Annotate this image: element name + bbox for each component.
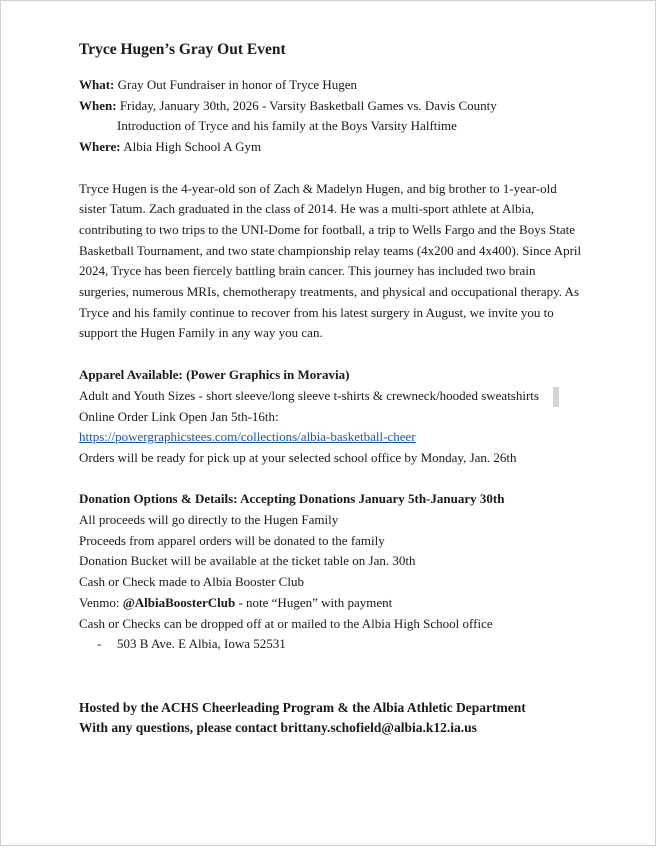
where-line xyxy=(79,137,599,158)
story-line: 2024, Tryce has been fiercely battling brain cancer. This journey has included two brain xyxy=(79,263,536,279)
donation-item: All proceeds will go directly to the Hugen Family xyxy=(79,512,339,528)
contact-line: With any questions, please contact brittany.schofield@albia.k12.ia.us xyxy=(79,720,477,736)
story-line: support the Hugen Family in any way you can. xyxy=(79,325,323,341)
when-value: Friday, January 30th, 2026 - Varsity Basketball Games vs. Davis County xyxy=(119,97,497,113)
story-paragraph xyxy=(79,179,599,345)
what-label: What: xyxy=(79,77,115,92)
donation-item: Cash or Check made to Albia Booster Club xyxy=(79,574,304,590)
story-line: contributing to two trips to the UNI-Dome for football, a trip to Wells Fargo and the Boys State xyxy=(79,221,576,237)
venmo-note: - note “Hugen” with payment xyxy=(238,594,393,610)
text-cursor xyxy=(553,387,559,407)
pickup-line: Orders will be ready for pick up at your selected school office by Monday, Jan. 26th xyxy=(79,449,517,465)
story-line: Tryce Hugen is the 4-year-old son of Zach & Madelyn Hugen, and big brother to 1-year-old xyxy=(79,180,557,196)
apparel-vendor: (Power Graphics in Moravia) xyxy=(186,366,350,382)
address: 503 B Ave. E Albia, Iowa 52531 xyxy=(117,636,286,652)
order-link-line xyxy=(79,427,599,448)
venmo-label: Venmo: xyxy=(79,594,120,610)
document-body xyxy=(79,39,599,739)
story-line: surgeries, numerous MRIs, chemotherapy treatments, and physical and occupational therapy. As xyxy=(79,284,580,300)
donation-heading-text: Donation Options & Details: Accepting Donations January 5th-January 30th xyxy=(79,491,505,507)
mail-line: Cash or Checks can be dropped off at or mailed to the Albia High School office xyxy=(79,615,493,631)
venmo-line xyxy=(79,593,599,614)
story-line: Tryce and his family continue to recover from his latest surgery in August, we invite you to xyxy=(79,304,554,320)
page-title: Tryce Hugen’s Gray Out Event xyxy=(79,41,286,58)
donation-item: Donation Bucket will be available at the ticket table on Jan. 30th xyxy=(79,553,416,569)
apparel-heading xyxy=(79,365,599,386)
where-label: Where: xyxy=(79,139,121,155)
hosted-by: Hosted by the ACHS Cheerleading Program & the Albia Athletic Department xyxy=(79,699,526,715)
when-line xyxy=(79,96,599,117)
story-line: sister Tatum. Zach graduated in the class of 2014. He was a multi-sport athlete at Albia, xyxy=(79,201,535,217)
story-line: Basketball Tournament, and two state championship relay teams (4x200 and 4x400). Since April xyxy=(79,242,582,258)
address-line xyxy=(79,634,599,655)
apparel-sizes: Adult and Youth Sizes - short sleeve/long sleeve t-shirts & crewneck/hooded sweatshirts xyxy=(79,387,539,403)
order-link[interactable]: https://powergraphicstees.com/collections/albia-basketball-cheer xyxy=(79,429,416,445)
what-value: Gray Out Fundraiser in honor of Tryce Hugen xyxy=(117,77,358,92)
what-line xyxy=(79,75,599,96)
venmo-handle: @AlbiaBoosterClub xyxy=(122,594,236,610)
when-label: When: xyxy=(79,97,117,113)
apparel-heading-label: Apparel Available: xyxy=(79,366,183,382)
when-line-2: Introduction of Tryce and his family at the Boys Varsity Halftime xyxy=(117,118,457,134)
list-dash: - xyxy=(97,636,102,652)
where-value: Albia High School A Gym xyxy=(123,139,262,155)
donation-item: Proceeds from apparel orders will be donated to the family xyxy=(79,532,385,548)
donation-heading xyxy=(79,489,599,510)
order-open-line: Online Order Link Open Jan 5th-16th: xyxy=(79,408,279,424)
apparel-sizes-line xyxy=(79,386,599,407)
